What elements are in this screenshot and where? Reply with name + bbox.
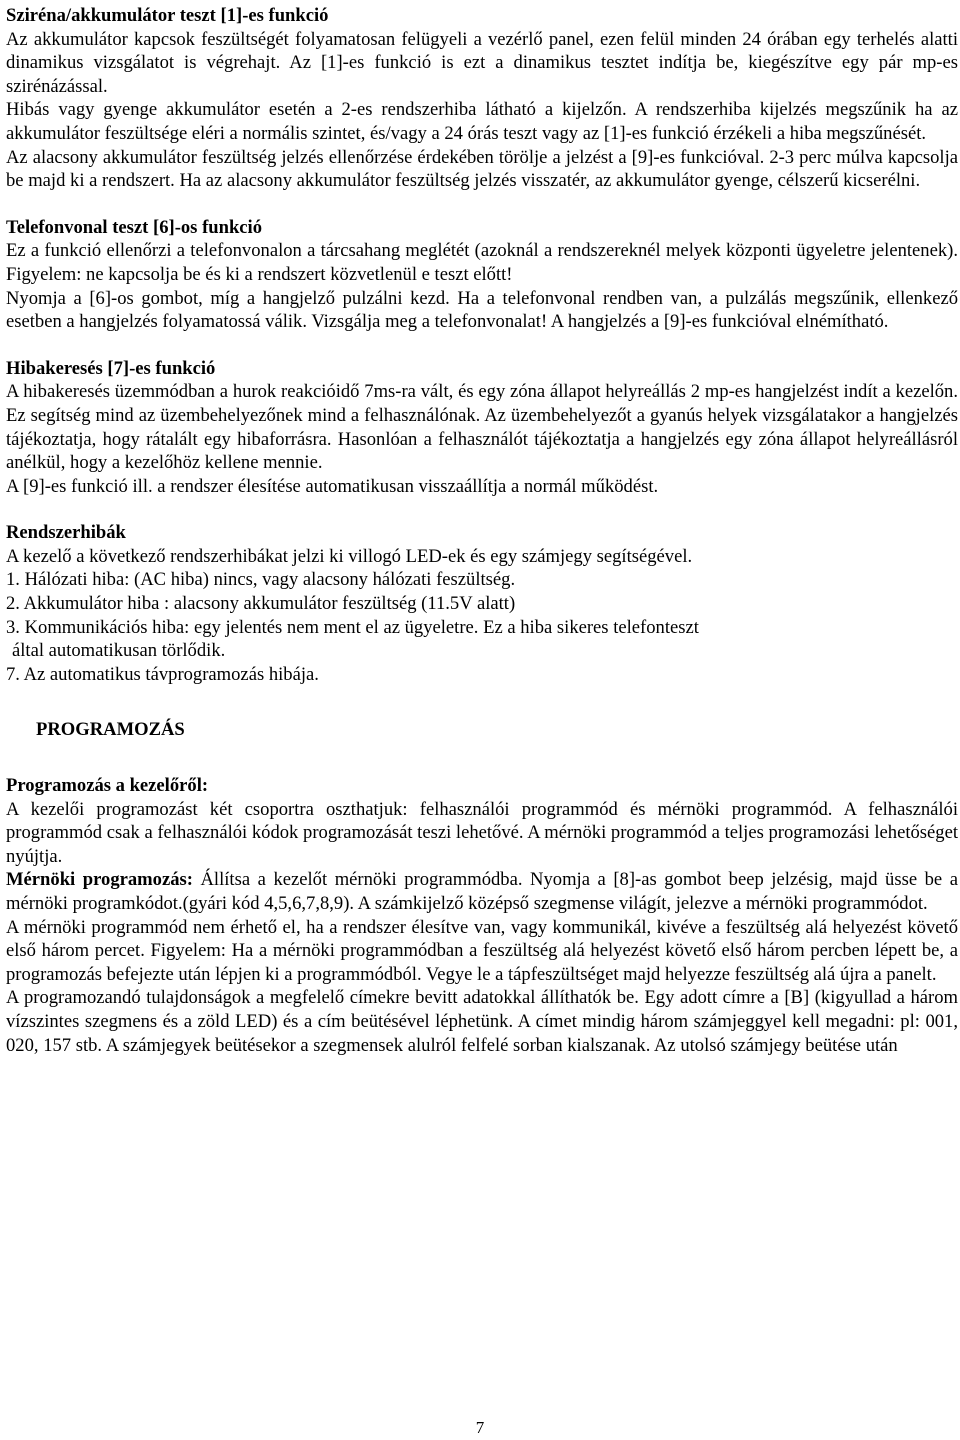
spacer xyxy=(6,498,958,521)
spacer xyxy=(6,742,958,774)
page-number: 7 xyxy=(475,1418,485,1437)
paragraph: A programozandó tulajdonságok a megfelelő címekre bevitt adatokkal állíthatók be. Egy adott címre a [B] (kigyullad a három vízszintes szegmens és a zöld LED) és a cím beütésével léphetünk. A címet mindig három számjeggyel kell megadni: pl: 001, 020, 157 stb. A számjegyek beütésekor a szegmensek alulról felfelé sorban kialszanak. Az utolsó számjegy beütése után xyxy=(6,987,958,1056)
paragraph: A [9]-es funkció ill. a rendszer élesítése automatikusan visszaállítja a normál működést. xyxy=(6,475,659,497)
paragraph xyxy=(6,868,958,915)
section-title-rendszerhibak: Rendszerhibák xyxy=(6,522,126,544)
list-item: 1. Hálózati hiba: (AC hiba) nincs, vagy alacsony hálózati feszültség. xyxy=(6,569,516,591)
inline-bold-label: Mérnöki programozás: xyxy=(6,869,193,891)
paragraph: Az akkumulátor kapcsok feszültségét folyamatosan felügyeli a vezérlő panel, ezen felül minden 24 órában egy terhelés alatti dinamikus vizsgálatot is végrehajt. Az [1]-es funkció is ezt a dinamikus tesztet indítja be, kiegészítve egy pár mp-es szirénázással. xyxy=(6,28,958,97)
spacer xyxy=(6,193,958,216)
list-item: 7. Az automatikus távprogramozás hibája. xyxy=(6,663,319,685)
paragraph: Ez a funkció ellenőrzi a telefonvonalon a tárcsahang meglétét (azoknál a rendszereknél melyek központi ügyeletre jelentenek). Figyelem: ne kapcsolja be és ki a rendszert közvetlenül e teszt előtt! xyxy=(6,240,958,285)
paragraph: Nyomja a [6]-os gombot, míg a hangjelző pulzálni kezd. Ha a telefonvonal rendben van, a pulzálás megszűnik, ellenkező esetben a hangjelzés folyamatossá válik. Vizsgálja meg a telefonvonalat! A hangjelzés a [9]-es funkcióval elnémítható. xyxy=(6,287,958,333)
spacer xyxy=(6,686,958,718)
paragraph: A mérnöki programmód nem érhető el, ha a rendszer élesítve van, vagy kommunikál, kivéve a feszültség alá helyezést követő első három percet. Figyelem: Ha a mérnöki programmódban a feszültség alá helyezést követő első három percben lépett be, a programozás befejezte után lépjen ki a programmódból. Vegye le a tápfeszültséget majd helyezze feszültség alá újra a panelt. xyxy=(6,916,958,985)
list-item: 2. Akkumulátor hiba : alacsony akkumulátor feszültség (11.5V alatt) xyxy=(6,593,516,615)
paragraph: A hibakeresés üzemmódban a hurok reakcióidő 7ms-ra vált, és egy zóna állapot helyreállás 2 mp-es hangjelzést indít a kezelőn. Ez segítség mind az üzembehelyezőnek mind a felhasználónak. Az üzembehelyezőt a gyanús helyek vizsgálatakor a hangjelzés tájékoztatja, hogy rátalált egy hibaforrásra. Hasonlóan a felhasználót tájékoztatja a hangjelzés egy zóna állapot helyreállásról anélkül, hogy a kezelőhöz kellene mennie. xyxy=(6,381,958,474)
spacer xyxy=(6,334,958,357)
section-title-sirena: Sziréna/akkumulátor teszt [1]-es funkció xyxy=(6,5,329,26)
paragraph-text: Állítsa a kezelőt mérnöki programmódba. Nyomja a [8]-as gombot beep jelzésig, majd üsse be a mérnöki programkódot.(gyári kód 4,5,6,7,8,9). A számkijelző középső szegmense világít, jelezve a mérnöki programmódot. xyxy=(6,869,959,914)
document-page xyxy=(6,4,958,1057)
section-title-hibakereses: Hibakeresés [7]-es funkció xyxy=(6,357,216,379)
section-title-telefon: Telefonvonal teszt [6]-os funkció xyxy=(6,216,262,238)
section-title-programozas: Programozás a kezelőről: xyxy=(6,775,209,797)
list-item: 3. Kommunikációs hiba: egy jelentés nem ment el az ügyeletre. Ez a hiba sikeres telefonteszt xyxy=(6,616,699,638)
paragraph: A kezelő a következő rendszerhibákat jelzi ki villogó LED-ek és egy számjegy segítségével. xyxy=(6,545,693,567)
paragraph: Az alacsony akkumulátor feszültség jelzés ellenőrzése érdekében törölje a jelzést a [9]-es funkcióval. 2-3 perc múlva kapcsolja be majd ki a rendszert. Ha az alacsony akkumulátor feszültség jelzés visszatér, az akkumulátor gyenge, célszerű kicserélni. xyxy=(6,146,958,192)
paragraph: A kezelői programozást két csoportra oszthatjuk: felhasználói programmód és mérnöki programmód. A felhasználói programmód csak a felhasználói kódok programozását teszi lehetővé. A mérnöki programmód a teljes programozási lehetőséget nyújtja. xyxy=(6,798,958,867)
list-item-continuation: által automatikusan törlődik. xyxy=(12,640,226,662)
paragraph: Hibás vagy gyenge akkumulátor esetén a 2-es rendszerhiba látható a kijelzőn. A rendszerhiba kijelzés megszűnik ha az akkumulátor feszültsége eléri a normális szintet, és/vagy a 24 órás teszt vagy az [1]-es funkció érzékeli a hiba megszűnését. xyxy=(6,99,958,144)
main-title-programozas: PROGRAMOZÁS xyxy=(36,719,185,741)
